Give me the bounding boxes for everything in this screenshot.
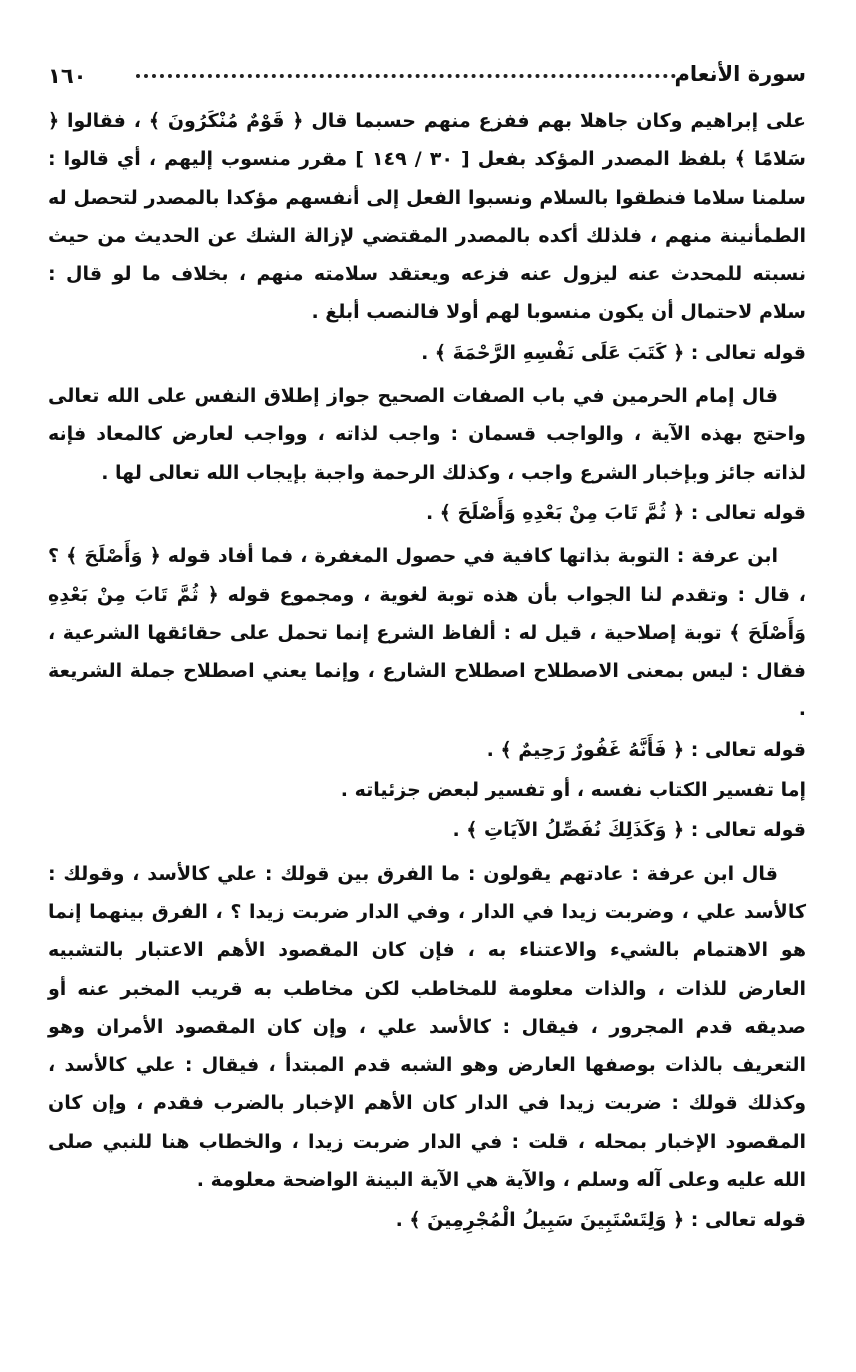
paragraph-commentary: قال ابن عرفة : عادتهم يقولون : ما الفرق بين قولك : علي كالأسد ، وقولك : كالأسد علي ، وضربت زيدا في الدار ، وفي الدار ضربت زيدا ؟ ، الفرق بينهما إنما هو الاهتمام بالشيء والاعتناء به ، فإن كان المقصود الأهم الاعتبار بالتشبيه العارض للذات ، والذات معلومة للمخاطب لكن مخاطب به قريب المخبر عنه أو صديقه قدم المجرور ، فيقال : كالأسد علي ، وإن كان المقصود الأمران وهو التعريف بالذات بوصفها العارض وهو الشبه قدم المبتدأ ، فيقال : علي كالأسد ، وكذلك قولك : ضربت زيدا في الدار كان الأهم الإخبار بالضرب فقدم ، وإن كان المقصود الإخبار بمحله ، قلت : في الدار ضربت زيدا ، والخطاب هنا للنبي صلى الله عليه وعلى آله وسلم ، والآية هي الآية البينة الواضحة معلومة . [48,862,806,1192]
page-header [48,58,806,102]
verse-heading: قوله تعالى : ﴿ وَكَذَلِكَ نُفَصِّلُ الآيَاتِ ﴾ . [452,819,806,842]
paragraph-commentary: إما تفسير الكتاب نفسه ، أو تفسير لبعض جزئياته . [340,779,806,802]
verse-heading: قوله تعالى : ﴿ فَأَنَّهُ غَفُورٌ رَحِيمٌ ﴾ . [486,738,806,761]
paragraph-commentary: على إبراهيم وكان جاهلا بهم ففزع منهم حسبما قال ﴿ قَوْمٌ مُنْكَرُونَ ﴾ ، فقالوا ﴿ سَلامًا ﴾ بلفظ المصدر المؤكد بفعل [ ٣٠ / ١٤٩ ] مقرر منسوب إليهم ، أي قالوا : سلمنا سلاما فنطقوا بالسلام ونسبوا الفعل إلى أنفسهم مؤكدا بالمصدر لتحصل له الطمأنينة منهم ، فلذلك أكده بالمصدر المقتضي لإزالة الشك عن الحديث من حيث نسبته للمحدث عنه ليزول عنه فزعه ويعتقد سلامته منهم ، بخلاف ما لو قال : سلام لاحتمال أن يكون منسوبا لهم أولا فالنصب أبلغ . [48,110,806,324]
paragraph-commentary: ابن عرفة : التوبة بذاتها كافية في حصول المغفرة ، فما أفاد قوله ﴿ وَأَصْلَحَ ﴾ ؟ ، قال : وتقدم لنا الجواب بأن هذه توبة لغوية ، ومجموع قوله ﴿ ثُمَّ تَابَ مِنْ بَعْدِهِ وَأَصْلَحَ ﴾ توبة إصلاحية ، قيل له : ألفاظ الشرع إنما تحمل على حقائقها الشرعية ، فقال : ليس بمعنى الاصطلاح اصطلاح الشارع ، وإنما يعني اصطلاح جملة الشريعة . [48,545,806,721]
verse-heading: قوله تعالى : ﴿ وَلِتَسْتَبِينَ سَبِيلُ الْمُجْرِمِينَ ﴾ . [395,1209,806,1232]
verse-heading: قوله تعالى : ﴿ كَتَبَ عَلَى نَفْسِهِ الرَّحْمَةَ ﴾ . [421,341,806,364]
paragraph-commentary: قال إمام الحرمين في باب الصفات الصحيح جواز إطلاق النفس على الله تعالى واحتج بهذه الآية ، والواجب قسمان : واجب لذاته ، وواجب لعارض كالمعاد فإنه لذاته جائز وبإخبار الشرع واجب ، وكذلك الرحمة واجبة بإيجاب الله تعالى لها . [48,385,806,484]
page-body [48,102,806,1240]
page-number: ١٦٠ [48,64,87,88]
header-dotted-rule [136,74,676,78]
surah-title: سورة الأنعام [674,62,806,86]
verse-heading: قوله تعالى : ﴿ ثُمَّ تَابَ مِنْ بَعْدِهِ وَأَصْلَحَ ﴾ . [425,501,806,524]
